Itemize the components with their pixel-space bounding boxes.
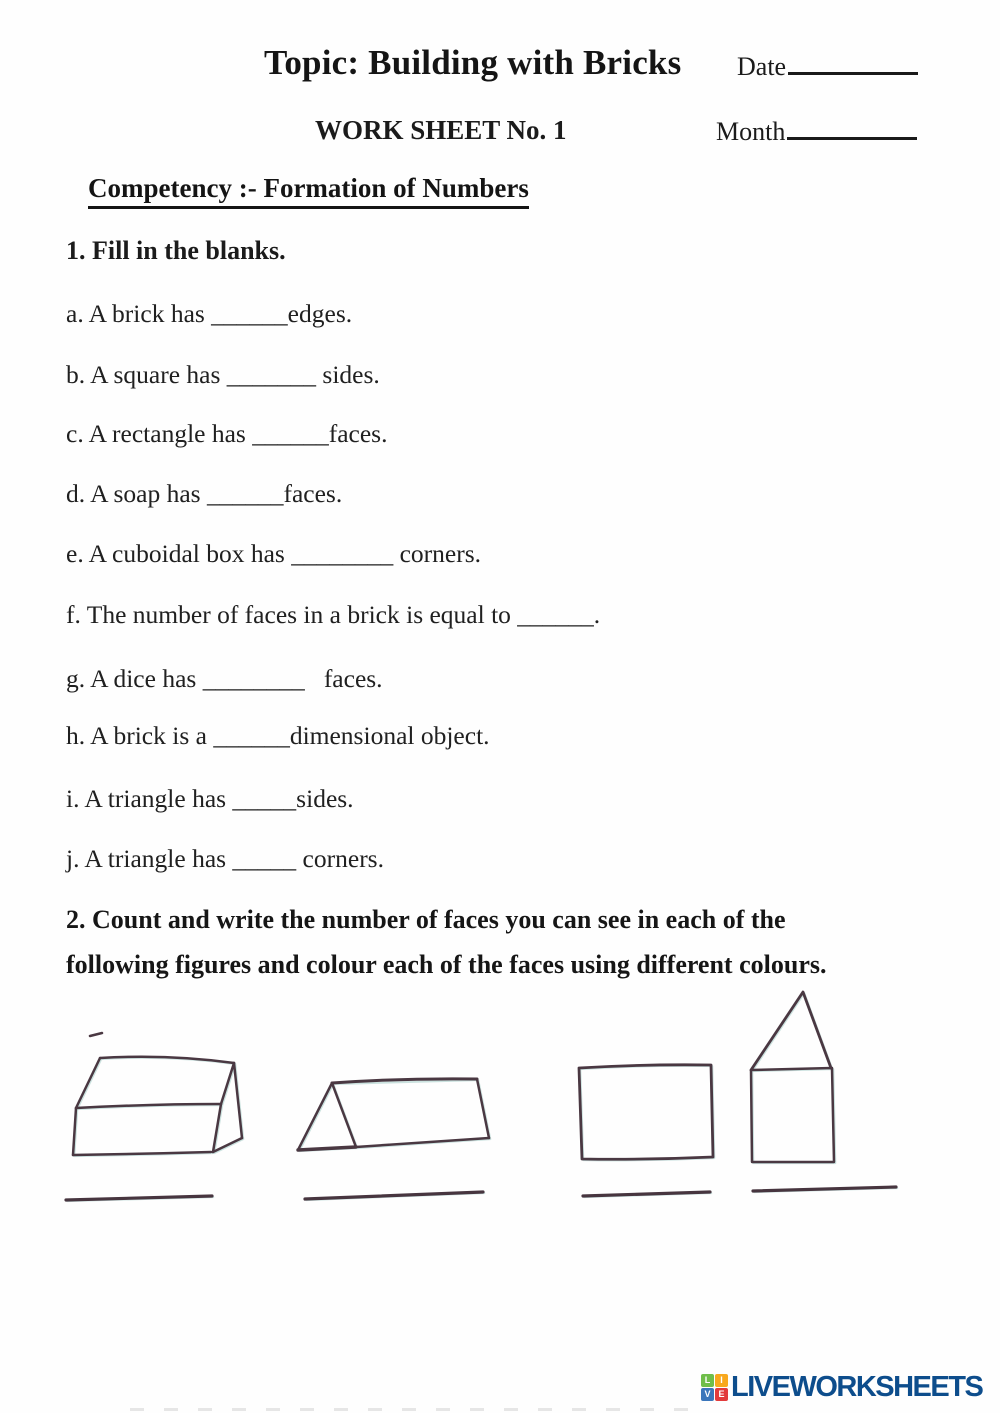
figure-rectangle	[579, 1065, 713, 1159]
q1-item-i: i. A triangle has _____sides.	[66, 784, 354, 813]
month-field-row	[716, 114, 917, 147]
answer-line-1[interactable]	[66, 1196, 212, 1200]
answer-line-2[interactable]	[305, 1192, 483, 1199]
figure-answer-lines	[66, 1187, 896, 1200]
figure-house	[751, 992, 834, 1162]
q1-item-f: f. The number of faces in a brick is equal to ______.	[66, 600, 601, 629]
q1-item-a: a. A brick has ______edges.	[66, 299, 353, 328]
figure-brick-cuboid	[73, 1033, 242, 1155]
page-title: Topic: Building with Bricks	[264, 43, 682, 82]
date-blank-line[interactable]	[788, 49, 918, 75]
figure-triangular-prism	[298, 1079, 489, 1150]
liveworksheets-logo-icon	[701, 1374, 728, 1401]
scan-fringe-layer	[67, 993, 897, 1201]
question2-heading: 2. Count and write the number of faces you can see in each of the following figures and colour each of the faces using different colours.	[66, 905, 827, 979]
logo-square-v: V	[701, 1388, 714, 1401]
q1-item-h: h. A brick is a ______dimensional object.	[66, 721, 490, 750]
brand-wordmark: LIVEWORKSHEETS	[731, 1371, 983, 1403]
liveworksheets-logo[interactable]	[701, 1371, 982, 1404]
q1-item-c: c. A rectangle has ______faces.	[66, 419, 388, 448]
q1-item-e: e. A cuboidal box has ________ corners.	[66, 539, 482, 568]
q1-item-g: g. A dice has ________ faces.	[66, 664, 383, 693]
month-blank-line[interactable]	[787, 114, 917, 140]
month-label: Month	[716, 117, 786, 146]
answer-line-4[interactable]	[753, 1187, 896, 1191]
logo-square-l: L	[701, 1374, 714, 1387]
figures-drawing-area	[40, 980, 960, 1220]
q1-item-d: d. A soap has ______faces.	[66, 479, 343, 508]
scan-artifact	[130, 1408, 700, 1411]
question1-heading: 1. Fill in the blanks.	[66, 236, 286, 265]
worksheet-number: WORK SHEET No. 1	[315, 115, 567, 145]
competency-heading: Competency :- Formation of Numbers	[88, 173, 529, 209]
date-field-row	[737, 49, 918, 82]
q1-item-b: b. A square has _______ sides.	[66, 360, 380, 389]
logo-square-i: I	[715, 1374, 728, 1387]
logo-square-e: E	[715, 1388, 728, 1401]
q1-item-j: j. A triangle has _____ corners.	[66, 844, 384, 873]
date-label: Date	[737, 52, 787, 81]
answer-line-3[interactable]	[583, 1192, 710, 1196]
